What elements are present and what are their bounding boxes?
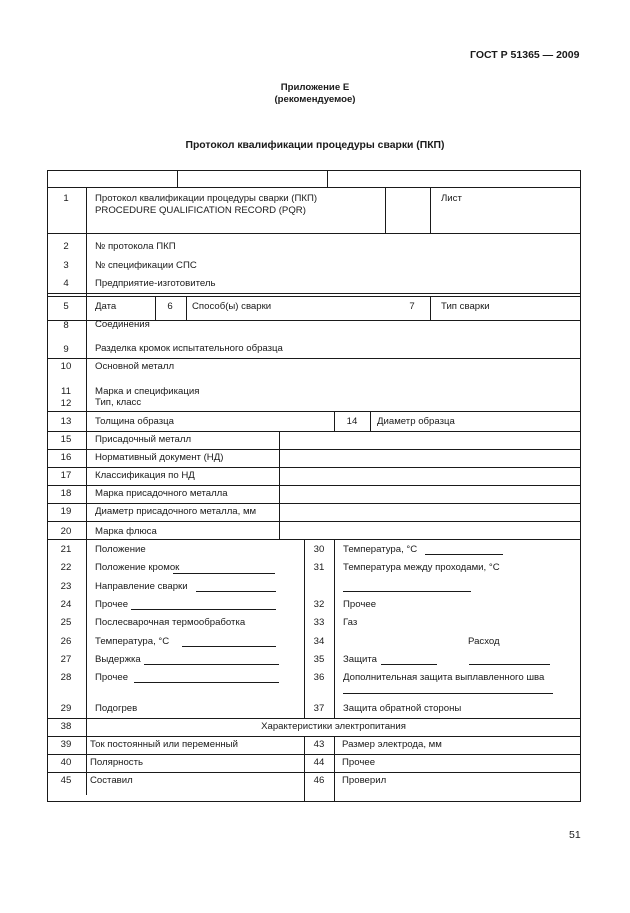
date-label: Дата	[95, 301, 117, 312]
table-divider	[47, 754, 581, 755]
fill-line	[182, 646, 276, 647]
row-number: 37	[313, 703, 325, 714]
position-label: Положение	[95, 544, 146, 555]
record-title-en: PROCEDURE QUALIFICATION RECORD (PQR)	[95, 205, 306, 216]
row-number: 18	[60, 488, 72, 499]
table-divider	[47, 772, 581, 773]
sample-thickness-label: Толщина образца	[95, 416, 175, 427]
row-number: 40	[60, 757, 72, 768]
row-number: 22	[60, 562, 72, 573]
row-number: 13	[60, 416, 72, 427]
table-divider	[47, 503, 581, 504]
flow-rate-label: Расход	[468, 636, 500, 647]
row-number: 17	[60, 470, 72, 481]
table-divider	[47, 187, 581, 188]
table-divider	[47, 411, 581, 412]
interpass-temperature-label: Температура между проходами, °С	[343, 562, 500, 573]
row-number: 3	[63, 260, 69, 271]
shielding-label: Защита	[343, 654, 378, 665]
temperature-label: Температура, °С	[95, 636, 170, 647]
table-divider	[47, 431, 581, 432]
filler-diameter-label: Диаметр присадочного металла, мм	[95, 506, 257, 517]
row-number: 26	[60, 636, 72, 647]
table-divider	[47, 358, 581, 359]
electrode-size-label: Размер электрода, мм	[342, 739, 442, 750]
row-number: 11	[61, 386, 71, 397]
edge-position-label: Положение кромок	[95, 562, 180, 573]
table-divider	[47, 485, 581, 486]
table-divider	[327, 170, 328, 188]
row-number: 20	[60, 526, 72, 537]
row-number: 8	[63, 320, 69, 331]
row-number: 5	[63, 301, 69, 312]
table-divider	[47, 467, 581, 468]
additional-shielding-label: Дополнительная защита выплавленного шва	[343, 672, 545, 683]
row-number: 2	[63, 241, 69, 252]
other-label: Прочее	[95, 672, 129, 683]
grade-spec-label: Марка и спецификация	[95, 386, 200, 397]
table-divider	[47, 718, 581, 719]
appendix-note: (рекомендуемое)	[274, 94, 356, 105]
joints-label: Соединения	[95, 319, 150, 330]
table-divider	[47, 233, 581, 234]
row-number: 12	[60, 398, 72, 409]
polarity-label: Полярность	[90, 757, 143, 768]
checked-by-label: Проверил	[342, 775, 387, 786]
row-number: 34	[313, 636, 325, 647]
row-number: 28	[60, 672, 72, 683]
other-label: Прочее	[343, 599, 377, 610]
table-divider	[47, 296, 581, 297]
welding-method-label: Способ(ы) сварки	[192, 301, 272, 312]
row-number: 35	[313, 654, 325, 665]
row-number: 43	[313, 739, 325, 750]
table-divider	[86, 187, 87, 795]
fill-line	[196, 591, 276, 592]
record-title-ru: Протокол квалификации процедуры сварки (ПКП)	[95, 193, 318, 204]
table-divider	[385, 187, 386, 233]
fill-line	[144, 664, 279, 665]
row-number: 4	[63, 278, 69, 289]
row-number: 1	[63, 193, 69, 204]
current-type-label: Ток постоянный или переменный	[90, 739, 238, 750]
table-divider	[47, 539, 581, 540]
temperature-label: Температура, °С	[343, 544, 418, 555]
document-title: Протокол квалификации процедуры сварки (ПКП)	[185, 140, 445, 151]
fill-line	[173, 573, 275, 574]
filler-grade-label: Марка присадочного металла	[95, 488, 228, 499]
fill-line	[343, 591, 471, 592]
holding-time-label: Выдержка	[95, 654, 141, 665]
fill-line	[381, 664, 437, 665]
preheat-label: Подогрев	[95, 703, 138, 714]
row-number: 19	[60, 506, 72, 517]
manufacturer-label: Предприятие-изготовитель	[95, 278, 216, 289]
row-number: 14	[346, 416, 358, 427]
table-divider	[177, 170, 178, 188]
row-number: 44	[313, 757, 325, 768]
row-number: 27	[60, 654, 72, 665]
row-number: 10	[60, 361, 72, 372]
row-number: 23	[60, 581, 72, 592]
fill-line	[343, 693, 553, 694]
table-divider	[47, 521, 581, 522]
compiled-by-label: Составил	[90, 775, 133, 786]
specification-number-label: № спецификации СПС	[95, 260, 197, 271]
appendix-title: Приложение Е	[280, 82, 350, 93]
row-number: 36	[313, 672, 325, 683]
row-number: 46	[313, 775, 325, 786]
base-metal-label: Основной металл	[95, 361, 175, 372]
other-label: Прочее	[95, 599, 129, 610]
filler-metal-label: Присадочный металл	[95, 434, 192, 445]
row-number: 15	[60, 434, 72, 445]
fill-line	[131, 609, 276, 610]
normative-document-label: Нормативный документ (НД)	[95, 452, 224, 463]
classification-label: Классификация по НД	[95, 470, 195, 481]
row-number: 9	[63, 344, 69, 355]
fill-line	[134, 682, 279, 683]
flux-grade-label: Марка флюса	[95, 526, 157, 537]
row-number: 30	[313, 544, 325, 555]
standard-number: ГОСТ Р 51365 — 2009	[470, 49, 580, 61]
post-weld-heat-treatment-label: Послесварочная термообработка	[95, 617, 246, 628]
other-label: Прочее	[342, 757, 376, 768]
row-number: 45	[60, 775, 72, 786]
row-number: 39	[60, 739, 72, 750]
table-divider	[47, 293, 581, 294]
sample-diameter-label: Диаметр образца	[377, 416, 455, 427]
protocol-number-label: № протокола ПКП	[95, 241, 176, 252]
page-number: 51	[569, 829, 581, 841]
row-number: 33	[313, 617, 325, 628]
row-number: 6	[167, 301, 173, 312]
row-number: 16	[60, 452, 72, 463]
welding-type-label: Тип сварки	[441, 301, 490, 312]
gas-label: Газ	[343, 617, 358, 628]
row-number: 32	[313, 599, 325, 610]
power-characteristics-label: Характеристики электропитания	[261, 721, 406, 732]
back-shielding-label: Защита обратной стороны	[343, 703, 462, 714]
table-divider	[47, 736, 581, 737]
table-divider	[430, 187, 431, 233]
row-number: 7	[409, 301, 415, 312]
row-number: 29	[60, 703, 72, 714]
row-number: 25	[60, 617, 72, 628]
fill-line	[469, 664, 550, 665]
row-number: 31	[313, 562, 325, 573]
welding-direction-label: Направление сварки	[95, 581, 188, 592]
row-number: 21	[60, 544, 72, 555]
edge-preparation-label: Разделка кромок испытательного образца	[95, 343, 283, 354]
table-divider	[47, 449, 581, 450]
row-number: 24	[60, 599, 72, 610]
type-class-label: Тип, класс	[95, 397, 142, 408]
fill-line	[425, 554, 503, 555]
sheet-label: Лист	[441, 193, 462, 204]
row-number: 38	[60, 721, 72, 732]
